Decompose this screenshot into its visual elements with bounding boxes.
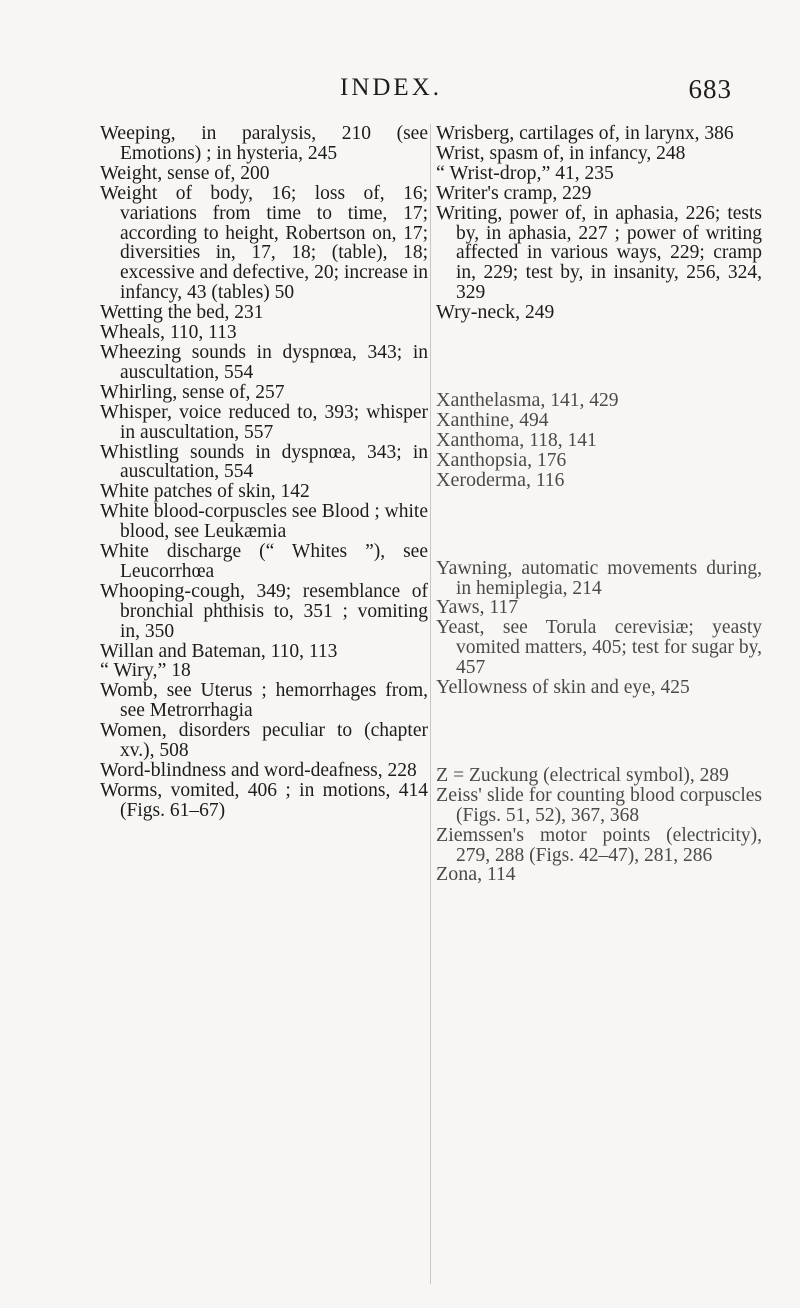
index-entry (100, 161, 428, 184)
index-references: 141, 429 (545, 390, 619, 412)
index-term: Whooping-cough, (100, 579, 245, 602)
index-entry (436, 598, 762, 618)
letter-group-break (436, 491, 762, 559)
index-entry (100, 721, 428, 761)
index-term: Writing, (436, 201, 503, 224)
index-entry (100, 579, 428, 642)
index-term: White (100, 500, 149, 523)
index-references: of skin and eye, 425 (527, 677, 690, 699)
index-term: Zona, (436, 863, 483, 886)
index-references: cramp, 229 (498, 182, 592, 204)
index-references: 110, 113 (164, 322, 237, 344)
letter-group (436, 763, 762, 886)
index-term: Whirling, (100, 380, 178, 403)
index-references: the bed, 231 (162, 302, 264, 324)
index-entry (436, 428, 762, 451)
index-references: power of, in aphasia, 226; tests by, in aphasia, 227 ; power of writing affected in various ways, 229; cramp in, 229; test by, in insanity, 256, 324, 329 (456, 202, 762, 304)
index-term: Yellowness (436, 676, 528, 699)
index-entry (436, 448, 762, 471)
index-term: Whisper, (100, 400, 172, 423)
index-entry (100, 323, 428, 343)
index-entry (436, 303, 762, 323)
page-number: 683 (688, 74, 732, 104)
letter-group (436, 556, 762, 699)
index-references: sense of, 257 (177, 381, 285, 403)
index-entry (100, 778, 428, 821)
index-entry (100, 380, 428, 403)
index-references: 117 (484, 597, 518, 619)
letter-group (436, 391, 762, 491)
index-references: of body, 16; loss of, 16; variations from time to time, 17; according to height, Robertson on, 17; diversities in, 17, 18; (table), 18; excessive and defective, 20; increase in infancy, 43 (tables) 50 (120, 182, 428, 304)
index-column-left (100, 124, 428, 821)
index-references: sense of, 200 (162, 162, 270, 184)
index-entry (100, 502, 428, 542)
index-references: see Uterus ; hemorrhages from, see Metrorrhagia (120, 680, 428, 722)
index-entry (100, 661, 428, 681)
index-references: 118, 141 (524, 429, 597, 451)
index-entry (436, 763, 762, 786)
index-entry (100, 639, 428, 662)
index-entry (436, 618, 762, 678)
index-references: see Torula cerevisiæ; yeasty vomited matters, 405; test for sugar by, 457 (456, 617, 762, 679)
index-term: Z (436, 763, 449, 786)
index-references: = Zuckung (electrical symbol), 289 (448, 764, 729, 786)
index-entry (436, 823, 762, 866)
index-entry (436, 783, 762, 826)
index-references: motor points (electricity), 279, 288 (Figs. 42–47), 281, 286 (456, 824, 762, 866)
index-term: Xanthelasma, (436, 389, 546, 412)
index-references: 349; resemblance of bronchial phthisis to, 351 ; vomiting in, 350 (120, 580, 428, 642)
index-entry (100, 400, 428, 443)
index-entry (436, 161, 762, 184)
index-term: Wrist, (436, 141, 485, 164)
index-term: Willan (100, 639, 154, 662)
index-entry (436, 556, 762, 599)
index-term: Yawning, (436, 556, 513, 579)
index-entry (436, 408, 762, 431)
column-divider (430, 124, 431, 1284)
index-term: Wetting (100, 301, 163, 324)
index-term: Weight, (100, 161, 163, 184)
index-references: 494 (514, 409, 549, 431)
index-entry (100, 440, 428, 483)
index-term: Xanthopsia, (436, 448, 533, 471)
index-references: vomited, 406 ; in motions, 414 (Figs. 61–67) (120, 779, 428, 821)
index-references: in paralysis, 210 (see Emotions) ; in hysteria, 245 (120, 123, 428, 164)
index-term: Women, (100, 719, 167, 742)
index-term: Xanthoma, (436, 428, 525, 451)
index-entry (436, 865, 762, 885)
running-title: INDEX. (340, 74, 443, 101)
index-term: Womb, (100, 679, 158, 702)
index-term: Zeiss' (436, 783, 482, 806)
index-references: 114 (482, 864, 516, 886)
index-references: automatic movements during, in hemiplegia, 214 (456, 557, 762, 599)
index-entry (100, 340, 428, 383)
index-references: patches of skin, 142 (148, 481, 310, 503)
index-references: cartilages of, in larynx, 386 (514, 123, 734, 144)
index-references: 41, 235 (550, 162, 614, 184)
index-entry (436, 391, 762, 411)
index-entry (100, 681, 428, 721)
index-term: “ Wrist-drop,” (436, 161, 551, 184)
index-entry (100, 303, 428, 323)
index-references: spasm of, in infancy, 248 (484, 142, 686, 164)
index-term: Writer's (436, 181, 499, 204)
index-term: Wry-neck, (436, 301, 521, 324)
index-entry (100, 542, 428, 582)
index-term: Wheals, (100, 321, 165, 344)
letter-group-break (436, 323, 762, 391)
index-entry (436, 141, 762, 164)
index-term: White (100, 480, 149, 503)
index-entry (436, 468, 762, 491)
index-references: voice reduced to, 393; whisper in auscultation, 557 (120, 401, 428, 443)
index-references: sounds in dyspnœa, 343; in auscultation, 554 (120, 441, 428, 483)
letter-group-break (436, 698, 762, 766)
index-term: Worms, (100, 778, 163, 801)
index-references: blood-corpuscles see Blood ; white blood, see Leukæmia (120, 501, 428, 543)
index-term: Whistling (100, 440, 179, 463)
index-term: Wheezing (100, 340, 182, 363)
index-term: Yaws, (436, 596, 485, 619)
index-entry (100, 124, 428, 164)
index-term: Ziemssen's (436, 823, 525, 846)
index-references: 249 (520, 302, 555, 324)
index-entry (436, 124, 762, 144)
index-references: and word-deafness, 228 (226, 760, 417, 781)
index-term: Wrisberg, (436, 122, 515, 144)
index-entry (100, 482, 428, 502)
index-entry (100, 761, 428, 781)
index-references: 18 (166, 660, 191, 682)
index-references: 116 (530, 469, 565, 491)
index-term: White (100, 540, 149, 563)
index-references: disorders peculiar to (chapter xv.), 508 (120, 720, 428, 762)
index-column-right (436, 124, 762, 885)
index-entry (436, 678, 762, 698)
index-entry (436, 181, 762, 204)
index-term: Word-blindness (100, 759, 227, 781)
letter-group (436, 124, 762, 323)
index-references: sounds in dyspnœa, 343; in auscultation, 554 (120, 341, 428, 383)
index-term: “ Wiry,” (100, 659, 167, 682)
index-entry (436, 201, 762, 304)
index-references: 176 (532, 449, 567, 471)
index-references: discharge (“ Whites ”), see Leucorrhœa (120, 541, 428, 582)
index-references: slide for counting blood corpuscles (Figs. 51, 52), 367, 368 (456, 784, 762, 826)
index-term: Weight (100, 181, 158, 204)
index-term: Xeroderma, (436, 468, 531, 491)
index-term: Yeast, (436, 616, 485, 639)
page-header (0, 74, 800, 104)
index-term: Weeping, (100, 122, 176, 144)
index-references: and Bateman, 110, 113 (153, 640, 338, 662)
index-term: Xanthine, (436, 408, 515, 431)
index-entry (100, 181, 428, 304)
